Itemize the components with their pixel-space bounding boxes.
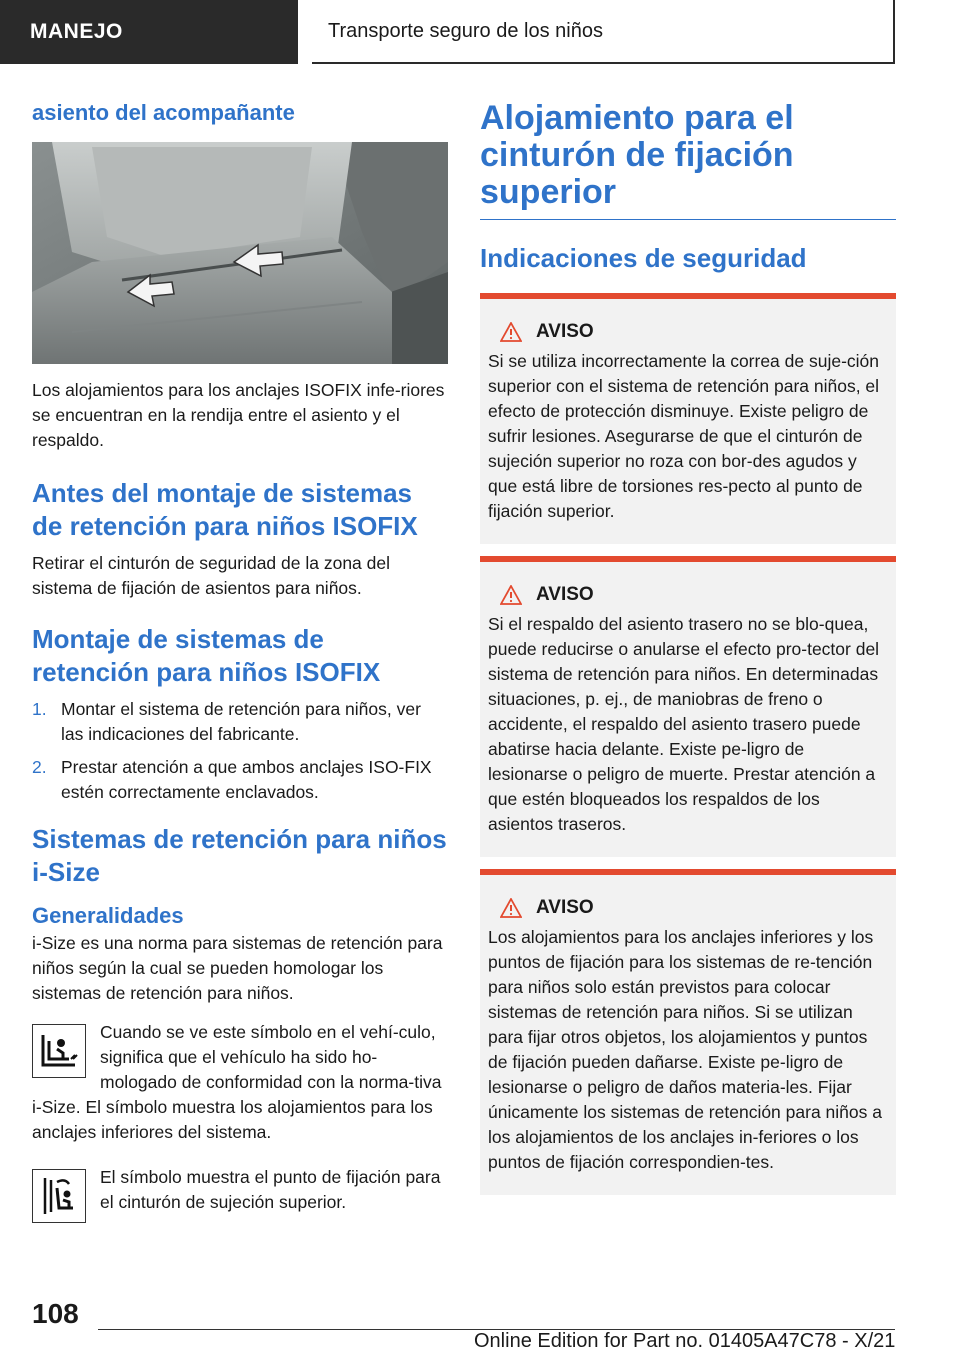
isize-heading: Sistemas de retención para niños i-Size bbox=[32, 824, 447, 887]
symbol1-description: Cuando se ve este símbolo en el vehí-culo, significa que el vehículo ha sido ho-mologado de conformidad con la norma-tiva i-Size. El símbolo muestra los alojamientos para los anclajes inferiores del sistema. bbox=[32, 1022, 442, 1142]
warning-title bbox=[500, 584, 888, 606]
step-text: Montar el sistema de retención para niños, ver las indicaciones del fabricante. bbox=[61, 699, 421, 744]
warning-text: Si el respaldo del asiento trasero no se blo-quea, puede reducirse o anularse el efecto pro-tector del sistema de retención para niños. En determinadas situaciones, p. ej., de maniobras de freno o accidente, el respaldo del asiento trasero puede abatirse hacia delante. Existe pe-ligro de lesionarse o peligro de muerte. Prestar atención a que estén bloqueados los respaldos de los asientos traseros. bbox=[488, 614, 880, 834]
isofix-lower-anchor-icon bbox=[32, 1024, 86, 1078]
warning-text: Si se utiliza incorrectamente la correa de suje-ción superior con el sistema de retención para niños, el efecto de protección disminuye. Existe peligro de sufrir lesiones. Asegurarse de que el cinturón de sujeción superior no roza con bor-des agudos y que está libre de torsiones res-pecto al punto de fijación superior. bbox=[488, 351, 880, 521]
step-number: 1. bbox=[32, 699, 47, 719]
seat-photo bbox=[32, 142, 448, 364]
step-item bbox=[32, 755, 448, 805]
step-text: Prestar atención a que ambos anclajes ISO-FIX estén correctamente enclavados. bbox=[61, 757, 432, 802]
warning-box bbox=[480, 869, 896, 1195]
main-heading: Alojamiento para el cinturón de fijación superior bbox=[480, 100, 896, 220]
seat-heading: asiento del acompañante bbox=[32, 100, 295, 125]
symbol1-block bbox=[32, 1020, 448, 1145]
page-number: 108 bbox=[32, 1298, 79, 1329]
page-header bbox=[0, 0, 960, 66]
symbol2-description: El símbolo muestra el punto de fijación para el cinturón de sujeción superior. bbox=[100, 1167, 441, 1212]
left-column bbox=[32, 100, 448, 1227]
warning-label: AVISO bbox=[536, 897, 594, 918]
mount-heading: Montaje de sistemas de retención para niños ISOFIX bbox=[32, 624, 381, 687]
mount-steps bbox=[32, 697, 448, 805]
warning-text: Los alojamientos para los anclajes inferiores y los puntos de fijación para los sistemas de re-tención para niños solo están previstos para colocar sistemas de retención para niños. Si se utilizan para fijar otros objetos, los alojamientos y puntos de fijación pueden dañarse. Existe pe-ligro de lesionarse o peligro de daños materia-les. Fijar únicamente los sistemas de retención para niños a los alojamientos de los anclajes in-feriores o los puntos de fijación correspondien-tes. bbox=[488, 927, 882, 1172]
section-label: MANEJO bbox=[0, 0, 298, 64]
warning-triangle-icon bbox=[500, 898, 522, 918]
seat-description: Los alojamientos para los anclajes ISOFIX infe-riores se encuentran en la rendija entre el asiento y el respaldo. bbox=[32, 380, 445, 450]
warning-box bbox=[480, 293, 896, 544]
symbol2-block bbox=[32, 1165, 448, 1215]
warning-triangle-icon bbox=[500, 322, 522, 342]
step-item bbox=[32, 697, 448, 747]
general-description: i-Size es una norma para sistemas de retención para niños según la cual se pueden homologar los sistemas de retención para niños. bbox=[32, 933, 443, 1003]
general-heading: Generalidades bbox=[32, 903, 184, 928]
before-description: Retirar el cinturón de seguridad de la zona del sistema de fijación de asientos para niños. bbox=[32, 553, 390, 598]
edition-note: Online Edition for Part no. 01405A47C78 - X/21 bbox=[474, 1330, 896, 1352]
right-column bbox=[480, 100, 896, 1195]
warning-triangle-icon bbox=[500, 585, 522, 605]
warning-title bbox=[500, 897, 888, 919]
chapter-title: Transporte seguro de los niños bbox=[312, 0, 895, 64]
top-tether-anchor-icon bbox=[32, 1169, 86, 1223]
safety-heading: Indicaciones de seguridad bbox=[480, 243, 807, 273]
warning-label: AVISO bbox=[536, 321, 594, 342]
warning-label: AVISO bbox=[536, 584, 594, 605]
step-number: 2. bbox=[32, 757, 47, 777]
warning-box bbox=[480, 556, 896, 857]
before-heading: Antes del montaje de sistemas de retención para niños ISOFIX bbox=[32, 478, 418, 541]
warning-title bbox=[500, 321, 888, 343]
